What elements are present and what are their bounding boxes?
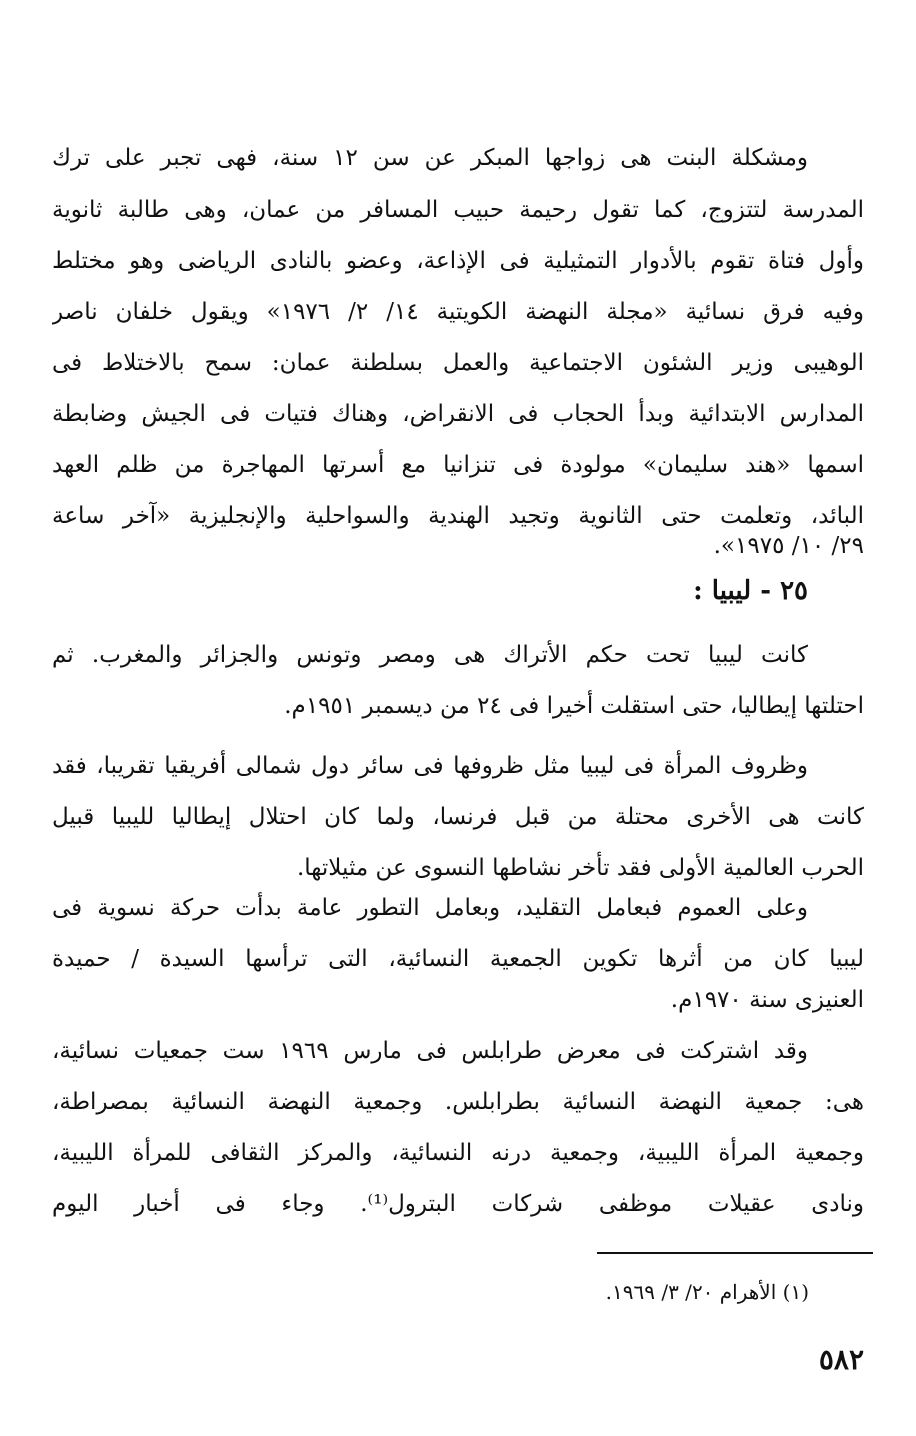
paragraph-line: وظروف المرأة فى ليبيا مثل ظروفها فى سائر دول شمالى أفريقيا تقريبا، فقد	[52, 753, 808, 779]
paragraph-line: الحرب العالمية الأولى فقد تأخر نشاطها النسوى عن مثيلاتها.	[296, 855, 864, 881]
footnote-separator	[597, 1252, 873, 1254]
paragraph-line: البائد، وتعلمت حتى الثانوية وتجيد الهندية والسواحلية والإنجليزية «آخر ساعة	[52, 503, 864, 529]
paragraph-line: اسمها «هند سليمان» مولودة فى تنزانيا مع أسرتها المهاجرة من ظلم العهد	[52, 452, 864, 478]
page-number: ٥٨٢	[818, 1343, 864, 1376]
paragraph-line: ومشكلة البنت هى زواجها المبكر عن سن ١٢ سنة، فهى تجبر على ترك	[52, 145, 808, 171]
paragraph-line: وفيه فرق نسائية «مجلة النهضة الكويتية ١٤/ ٢/ ١٩٧٦» ويقول خلفان ناصر	[52, 299, 864, 325]
paragraph-line: المدارس الابتدائية وبدأ الحجاب فى الانقراض، وهناك فتيات فى الجيش وضابطة	[52, 401, 864, 427]
paragraph-line: وجمعية المرأة الليبية، وجمعية درنه النسائية، والمركز الثقافى للمرأة الليبية،	[52, 1140, 864, 1166]
paragraph-line: العنيزى سنة ١٩٧٠م.	[670, 987, 864, 1013]
paragraph-line: ونادى عقيلات موظفى شركات البترول⁽¹⁾. وجاء فى أخبار اليوم	[52, 1191, 864, 1217]
paragraph-line: وقد اشتركت فى معرض طرابلس فى مارس ١٩٦٩ ست جمعيات نسائية،	[52, 1038, 808, 1064]
paragraph-line: وعلى العموم فبعامل التقليد، وبعامل التطور عامة بدأت حركة نسوية فى	[52, 895, 808, 921]
paragraph-line: كانت هى الأخرى محتلة من قبل فرنسا، ولما كان احتلال إيطاليا لليبيا قبيل	[52, 804, 864, 830]
paragraph-line: المدرسة لتتزوج، كما تقول رحيمة حبيب المسافر من عمان، وهى طالبة ثانوية	[52, 197, 864, 223]
paragraph-line: كانت ليبيا تحت حكم الأتراك هى ومصر وتونس والجزائر والمغرب. ثم	[52, 642, 808, 668]
footnote: (١) الأهرام ٢٠/ ٣/ ١٩٦٩.	[605, 1280, 809, 1304]
paragraph-line: احتلتها إيطاليا، حتى استقلت أخيرا فى ٢٤ من ديسمبر ١٩٥١م.	[284, 693, 864, 719]
paragraph-line: هى: جمعية النهضة النسائية بطرابلس. وجمعية النهضة النسائية بمصراطة،	[52, 1089, 864, 1115]
paragraph-line: وأول فتاة تقوم بالأدوار التمثيلية فى الإذاعة، وعضو بالنادى الرياضى وهو مختلط	[52, 248, 864, 274]
paragraph-line: ليبيا كان من أثرها تكوين الجمعية النسائية، التى ترأسها السيدة / حميدة	[52, 946, 864, 972]
paragraph-line: الوهيبى وزير الشئون الاجتماعية والعمل بسلطنة عمان: سمح بالاختلاط فى	[52, 350, 864, 376]
paragraph-line: ٢٩/ ١٠/ ١٩٧٥».	[713, 533, 864, 559]
section-heading: ٢٥ - ليبيا :	[693, 576, 808, 606]
